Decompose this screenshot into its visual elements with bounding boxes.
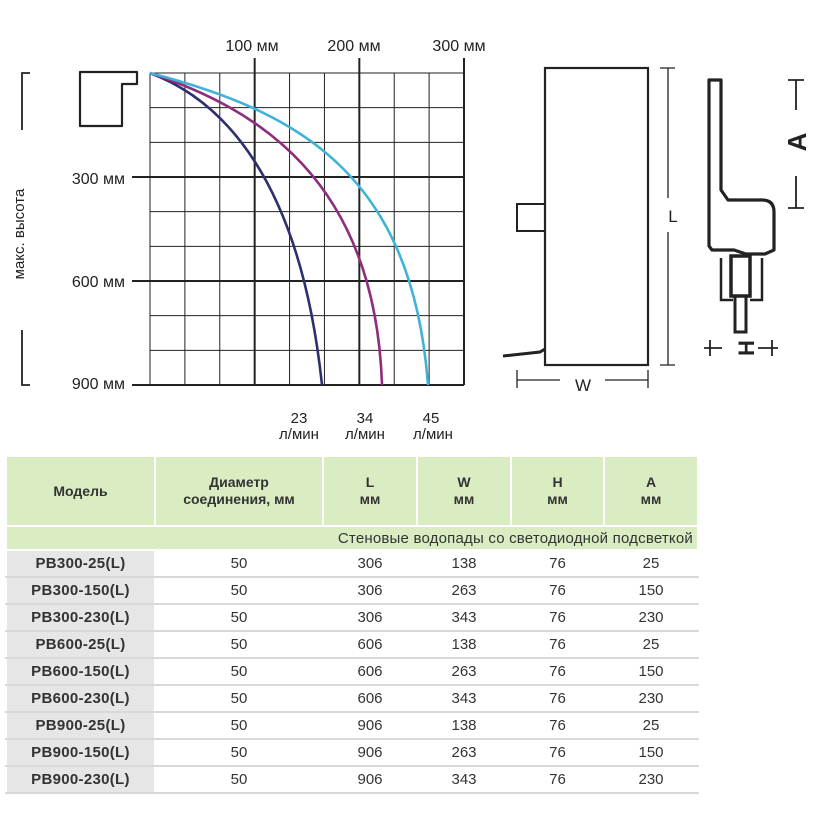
- value-cell: 76: [511, 712, 604, 739]
- header-l: L мм: [323, 456, 417, 526]
- value-cell: 50: [155, 550, 323, 577]
- value-cell: 306: [323, 550, 417, 577]
- dimension-label-h: H: [733, 340, 759, 356]
- front-cable: [503, 349, 545, 356]
- value-cell: 230: [604, 604, 698, 631]
- side-view-drawing: [704, 80, 804, 356]
- model-cell: PB900-25(L): [6, 712, 155, 739]
- value-cell: 606: [323, 631, 417, 658]
- value-cell: 50: [155, 712, 323, 739]
- group-title: Стеновые водопады со светодиодной подсветкой: [6, 526, 698, 550]
- value-cell: 906: [323, 739, 417, 766]
- model-cell: PB600-150(L): [6, 658, 155, 685]
- header-w: W мм: [417, 456, 511, 526]
- value-cell: 263: [417, 577, 511, 604]
- table-row: [6, 712, 698, 739]
- value-cell: 306: [323, 604, 417, 631]
- value-cell: 138: [417, 550, 511, 577]
- table-row: [6, 604, 698, 631]
- value-cell: 343: [417, 685, 511, 712]
- value-cell: 50: [155, 631, 323, 658]
- value-cell: 50: [155, 658, 323, 685]
- y-tick-label: 300 мм: [71, 171, 125, 188]
- value-cell: 906: [323, 712, 417, 739]
- value-cell: 50: [155, 577, 323, 604]
- y-tick-label: 600 мм: [71, 274, 125, 291]
- spout-icon: [80, 72, 137, 126]
- value-cell: 50: [155, 604, 323, 631]
- chart-grid: [132, 58, 464, 385]
- value-cell: 50: [155, 766, 323, 793]
- x-tick-label: 100 мм: [225, 38, 279, 55]
- side-profile: [709, 80, 774, 254]
- flow-value-label: 34: [356, 410, 374, 427]
- table-row: [6, 766, 698, 793]
- value-cell: 343: [417, 766, 511, 793]
- header-a: A мм: [604, 456, 698, 526]
- value-cell: 606: [323, 685, 417, 712]
- value-cell: 906: [323, 766, 417, 793]
- value-cell: 76: [511, 739, 604, 766]
- flow-value-label: 45: [422, 410, 440, 427]
- dimension-label-w: W: [574, 376, 592, 395]
- flow-curve-23: [150, 73, 322, 385]
- flow-unit-label: л/мин: [279, 426, 319, 443]
- header-diameter: Диаметр соединения, мм: [155, 456, 323, 526]
- value-cell: 76: [511, 631, 604, 658]
- model-cell: PB300-230(L): [6, 604, 155, 631]
- value-cell: 50: [155, 739, 323, 766]
- value-cell: 150: [604, 739, 698, 766]
- value-cell: 25: [604, 550, 698, 577]
- value-cell: 138: [417, 631, 511, 658]
- x-tick-label: 300 мм: [432, 38, 486, 55]
- model-cell: PB300-150(L): [6, 577, 155, 604]
- dimension-label-l: L: [668, 207, 678, 226]
- flow-unit-label: л/мин: [413, 426, 453, 443]
- value-cell: 50: [155, 685, 323, 712]
- header-model: Модель: [6, 456, 155, 526]
- flow-unit-label: л/мин: [345, 426, 385, 443]
- model-cell: PB300-25(L): [6, 550, 155, 577]
- value-cell: 263: [417, 739, 511, 766]
- side-pipe: [735, 296, 746, 332]
- model-cell: PB900-230(L): [6, 766, 155, 793]
- value-cell: 76: [511, 685, 604, 712]
- front-panel: [545, 68, 648, 365]
- value-cell: 606: [323, 658, 417, 685]
- y-tick-label: 900 мм: [71, 376, 125, 393]
- value-cell: 138: [417, 712, 511, 739]
- value-cell: 230: [604, 766, 698, 793]
- x-tick-label: 200 мм: [327, 38, 381, 55]
- value-cell: 25: [604, 712, 698, 739]
- model-cell: PB900-150(L): [6, 739, 155, 766]
- value-cell: 343: [417, 604, 511, 631]
- value-cell: 25: [604, 631, 698, 658]
- value-cell: 150: [604, 577, 698, 604]
- side-fitting: [731, 256, 750, 296]
- table-row: [6, 739, 698, 766]
- model-cell: PB600-25(L): [6, 631, 155, 658]
- table-header-row: [6, 456, 698, 526]
- value-cell: 230: [604, 685, 698, 712]
- table-row: [6, 631, 698, 658]
- dimension-label-a: A: [782, 132, 812, 152]
- value-cell: 76: [511, 658, 604, 685]
- table-row: [6, 550, 698, 577]
- table-row: [6, 577, 698, 604]
- model-cell: PB600-230(L): [6, 685, 155, 712]
- value-cell: 76: [511, 604, 604, 631]
- header-h: H мм: [511, 456, 604, 526]
- spec-table: [5, 455, 699, 794]
- y-axis-label: макс. высота: [11, 188, 28, 280]
- value-cell: 306: [323, 577, 417, 604]
- front-view-drawing: [503, 68, 678, 388]
- table-group-row: [6, 526, 698, 550]
- value-cell: 76: [511, 550, 604, 577]
- value-cell: 150: [604, 658, 698, 685]
- value-cell: 76: [511, 766, 604, 793]
- value-cell: 76: [511, 577, 604, 604]
- flow-value-label: 23: [290, 410, 308, 427]
- flow-chart: [11, 38, 486, 443]
- value-cell: 263: [417, 658, 511, 685]
- table-row: [6, 658, 698, 685]
- front-inlet: [517, 204, 545, 231]
- table-row: [6, 685, 698, 712]
